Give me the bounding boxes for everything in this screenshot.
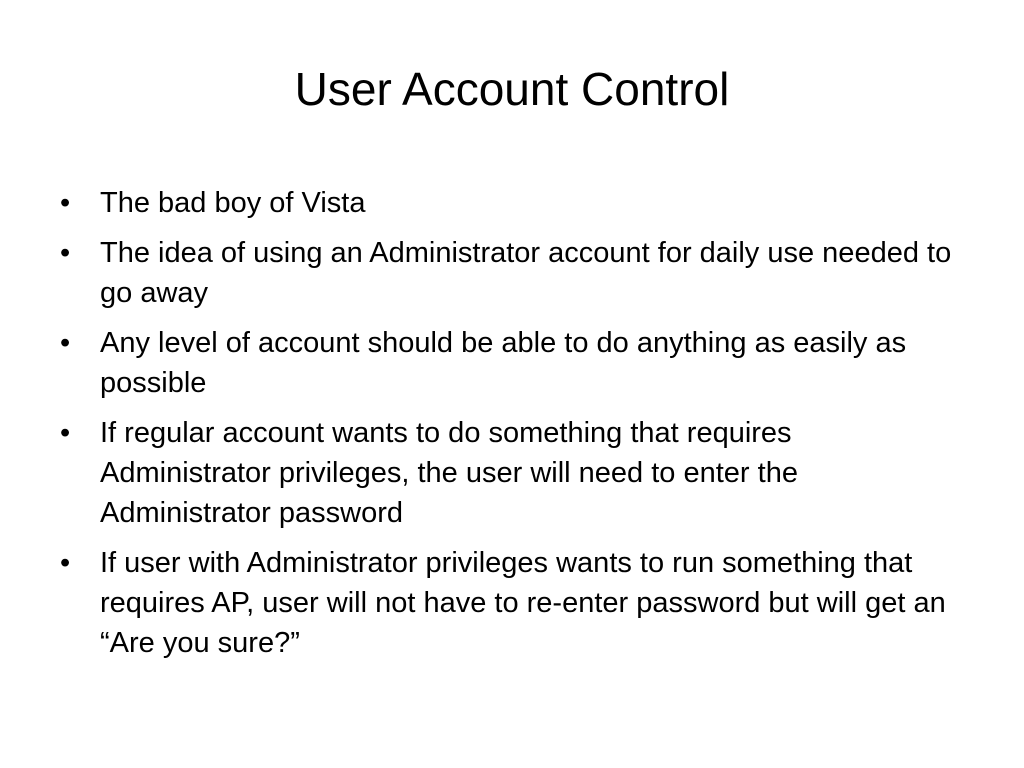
list-item xyxy=(60,543,960,663)
bullet-text: If user with Administrator privileges wants to run something that requires AP, user will not have to re-enter password but will get an “Are you sure?” xyxy=(100,547,946,659)
list-item xyxy=(60,233,960,313)
bullet-list xyxy=(60,183,960,673)
bullet-icon: • xyxy=(60,417,71,449)
bullet-text: If regular account wants to do something that requires Administrator privileges, the user will need to enter the Administrator password xyxy=(100,417,798,529)
bullet-icon: • xyxy=(60,187,71,219)
bullet-icon: • xyxy=(60,237,71,269)
slide-title: User Account Control xyxy=(294,63,730,115)
list-item xyxy=(60,323,960,403)
bullet-icon: • xyxy=(60,327,71,359)
bullet-text: The idea of using an Administrator account for daily use needed to go away xyxy=(100,237,952,309)
bullet-text: Any level of account should be able to do anything as easily as possible xyxy=(100,327,907,399)
list-item xyxy=(60,183,960,223)
list-item xyxy=(60,413,960,533)
bullet-icon: • xyxy=(60,547,71,579)
bullet-text: The bad boy of Vista xyxy=(100,187,366,219)
